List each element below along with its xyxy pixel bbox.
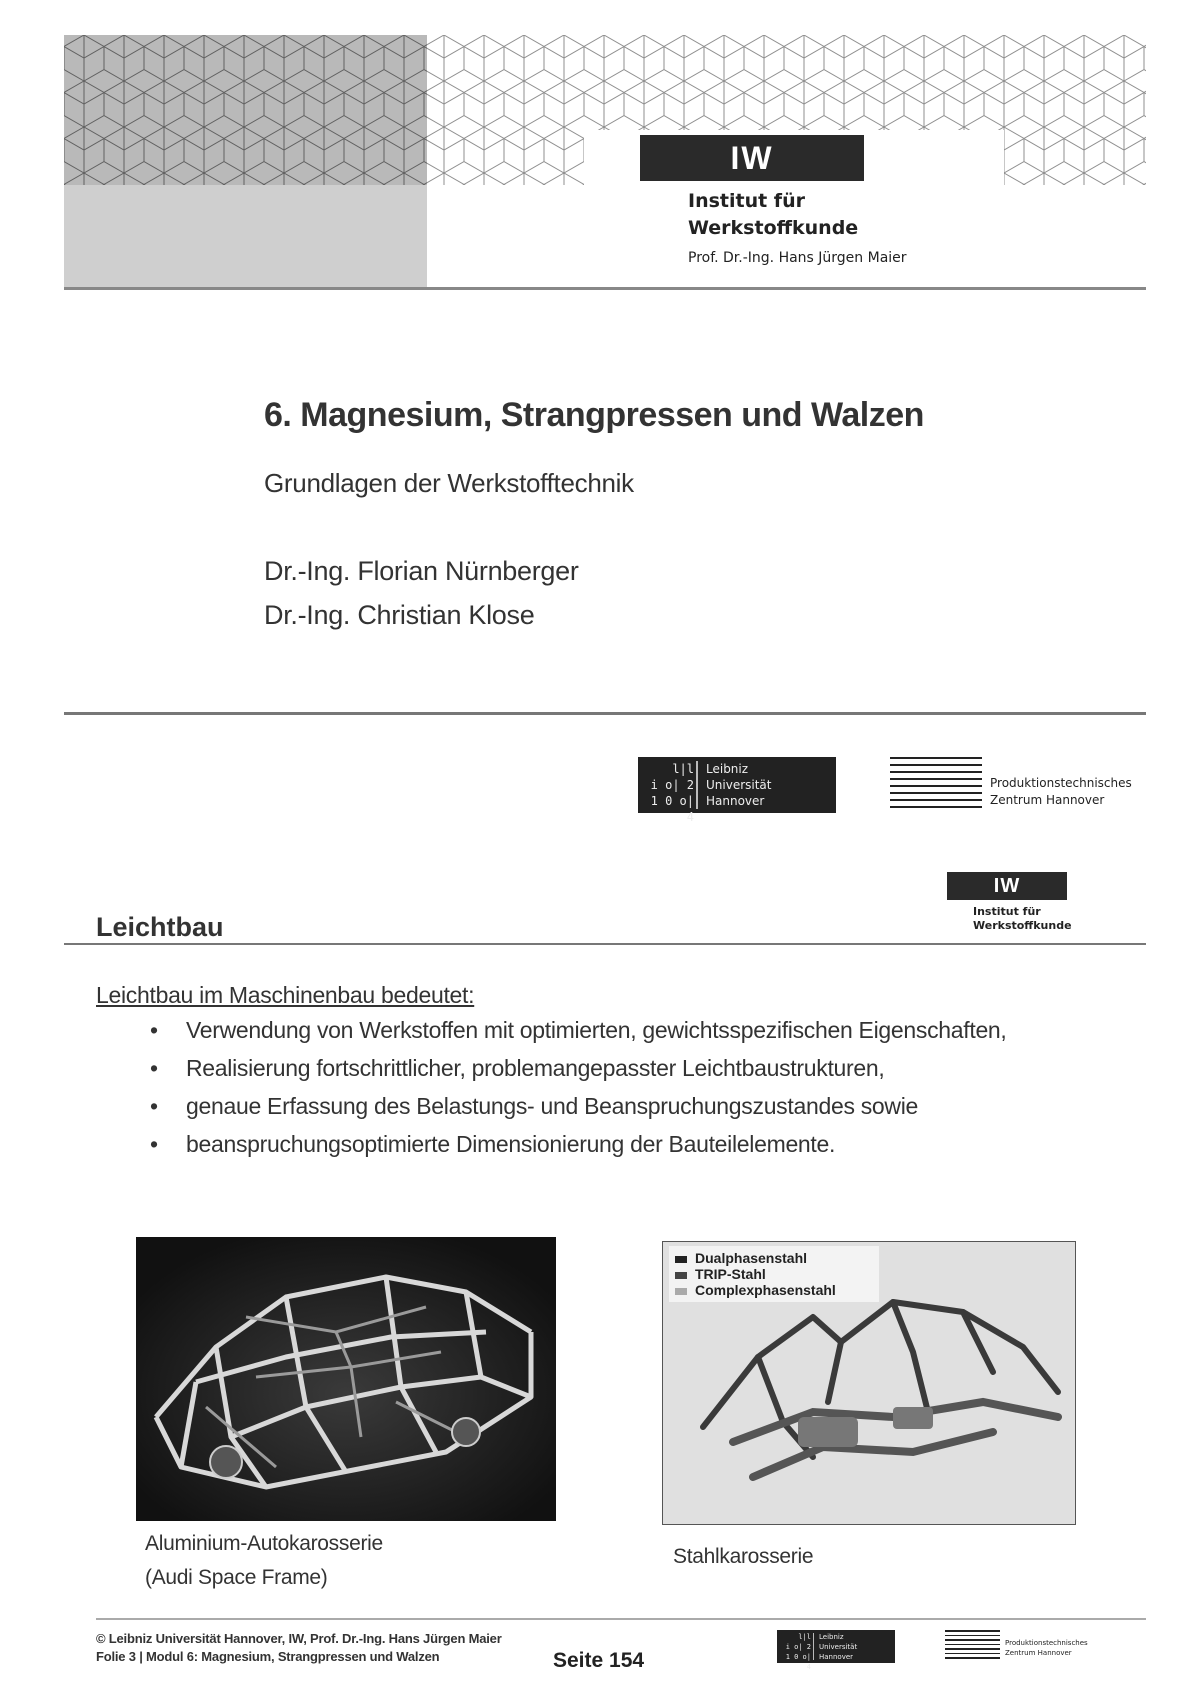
list-item-text: beanspruchungsoptimierte Dimensionierung der Bauteilelemente. <box>186 1131 836 1157</box>
footer-rule <box>96 1618 1146 1620</box>
list-item <box>150 1054 1110 1083</box>
institute-name-line2: Werkstoffkunde <box>688 217 859 239</box>
list-item-text: Realisierung fortschrittlicher, problemangepasster Leichtbaustrukturen, <box>186 1055 885 1081</box>
luh-name-line: Hannover <box>819 1653 854 1661</box>
page-number: Seite 154 <box>553 1649 645 1672</box>
pzh-name <box>990 775 1132 809</box>
luh-name <box>706 761 772 809</box>
header-rule <box>64 287 1146 290</box>
luh-digit-line: i o| 2 <box>785 1643 811 1651</box>
section-rule <box>64 943 1146 945</box>
luh-name-line: Leibniz <box>819 1633 844 1641</box>
luh-logo-small <box>777 1630 895 1671</box>
luh-name-line: Universität <box>706 778 772 792</box>
luh-small-digit-block <box>779 1632 811 1672</box>
bullet-dot: • <box>150 1093 158 1119</box>
luh-name-line: Universität <box>819 1643 858 1651</box>
legend-swatch <box>675 1256 687 1263</box>
bullet-dot: • <box>150 1055 158 1081</box>
list-item <box>150 1016 1110 1045</box>
legend-item <box>675 1282 873 1298</box>
page-subtitle: Grundlagen der Werkstofftechnik <box>264 468 634 498</box>
page-title: 6. Magnesium, Strangpressen und Walzen <box>264 396 924 434</box>
list-item-text: Verwendung von Werkstoffen mit optimierten, gewichtsspezifischen Eigenschaften, <box>186 1017 1007 1043</box>
pzh-name-line: Produktionstechnisches <box>1005 1639 1088 1647</box>
aluminium-body-photo <box>136 1237 556 1521</box>
list-item-text: genaue Erfassung des Belastungs- und Beanspruchungszustandes sowie <box>186 1093 919 1119</box>
luh-digit-line: 1 0 o| 4 <box>785 1653 811 1671</box>
luh-digit-line: l|l <box>798 1633 811 1641</box>
space-frame-illustration <box>136 1237 556 1521</box>
bullet-list <box>150 1016 1110 1168</box>
luh-digit-line: i o| 2 <box>650 778 694 792</box>
pzh-name-line: Zentrum Hannover <box>990 793 1105 807</box>
iw-small-line1: Institut für <box>973 905 1041 918</box>
legend-label: Dualphasenstahl <box>695 1250 808 1266</box>
legend-label: Complexphasenstahl <box>695 1282 836 1298</box>
luh-digit-block <box>642 761 694 825</box>
bullet-dot: • <box>150 1131 158 1157</box>
iw-logo-small-text: IW <box>993 875 1021 897</box>
pzh-logo-small-lines <box>945 1630 1000 1662</box>
list-item <box>150 1092 1110 1121</box>
pzh-name-line: Zentrum Hannover <box>1005 1649 1072 1657</box>
figure-left-caption-1: Aluminium-Autokarosserie <box>145 1532 383 1555</box>
luh-divider <box>696 761 698 809</box>
list-item <box>150 1130 1110 1159</box>
pzh-small-name <box>1005 1638 1088 1658</box>
luh-small-name <box>819 1632 857 1662</box>
institute-name-line1: Institut für <box>688 190 805 212</box>
legend-item <box>675 1266 873 1282</box>
legend-item <box>675 1250 873 1266</box>
author-1: Dr.-Ing. Florian Nürnberger <box>264 556 579 586</box>
iw-logo-text: IW <box>730 140 774 176</box>
author-2: Dr.-Ing. Christian Klose <box>264 600 535 630</box>
professor-name: Prof. Dr.-Ing. Hans Jürgen Maier <box>688 250 907 266</box>
footer-slide-info: Folie 3 | Modul 6: Magnesium, Strangpressen und Walzen <box>96 1649 440 1664</box>
steel-body-photo <box>662 1241 1076 1525</box>
pzh-name-line: Produktionstechnisches <box>990 776 1132 790</box>
intro-text: Leichtbau im Maschinenbau bedeutet: <box>96 982 475 1008</box>
pzh-logo-lines <box>890 757 982 813</box>
iw-logo-small <box>947 872 1067 900</box>
iw-logo-block <box>640 135 864 181</box>
luh-logo <box>638 757 836 824</box>
legend-swatch <box>675 1272 687 1279</box>
figure-left-caption-2: (Audi Space Frame) <box>145 1566 328 1589</box>
luh-digit-line: 1 0 o| 4 <box>650 794 694 824</box>
legend-label: TRIP-Stahl <box>695 1266 766 1282</box>
footer-copyright: © Leibniz Universität Hannover, IW, Prof. Dr.-Ing. Hans Jürgen Maier <box>96 1631 502 1646</box>
luh-name-line: Leibniz <box>706 762 749 776</box>
bullet-dot: • <box>150 1017 158 1043</box>
chart-legend <box>669 1246 879 1302</box>
luh-name-line: Hannover <box>706 794 765 808</box>
title-rule <box>64 712 1146 715</box>
luh-small-divider <box>813 1633 814 1660</box>
legend-swatch <box>675 1288 687 1295</box>
iw-small-line2: Werkstoffkunde <box>973 919 1072 932</box>
figure-right-caption: Stahlkarosserie <box>673 1545 814 1568</box>
section-heading: Leichtbau <box>96 912 224 942</box>
header-cube-pattern <box>64 35 1146 287</box>
luh-digit-line: l|l <box>672 762 694 776</box>
